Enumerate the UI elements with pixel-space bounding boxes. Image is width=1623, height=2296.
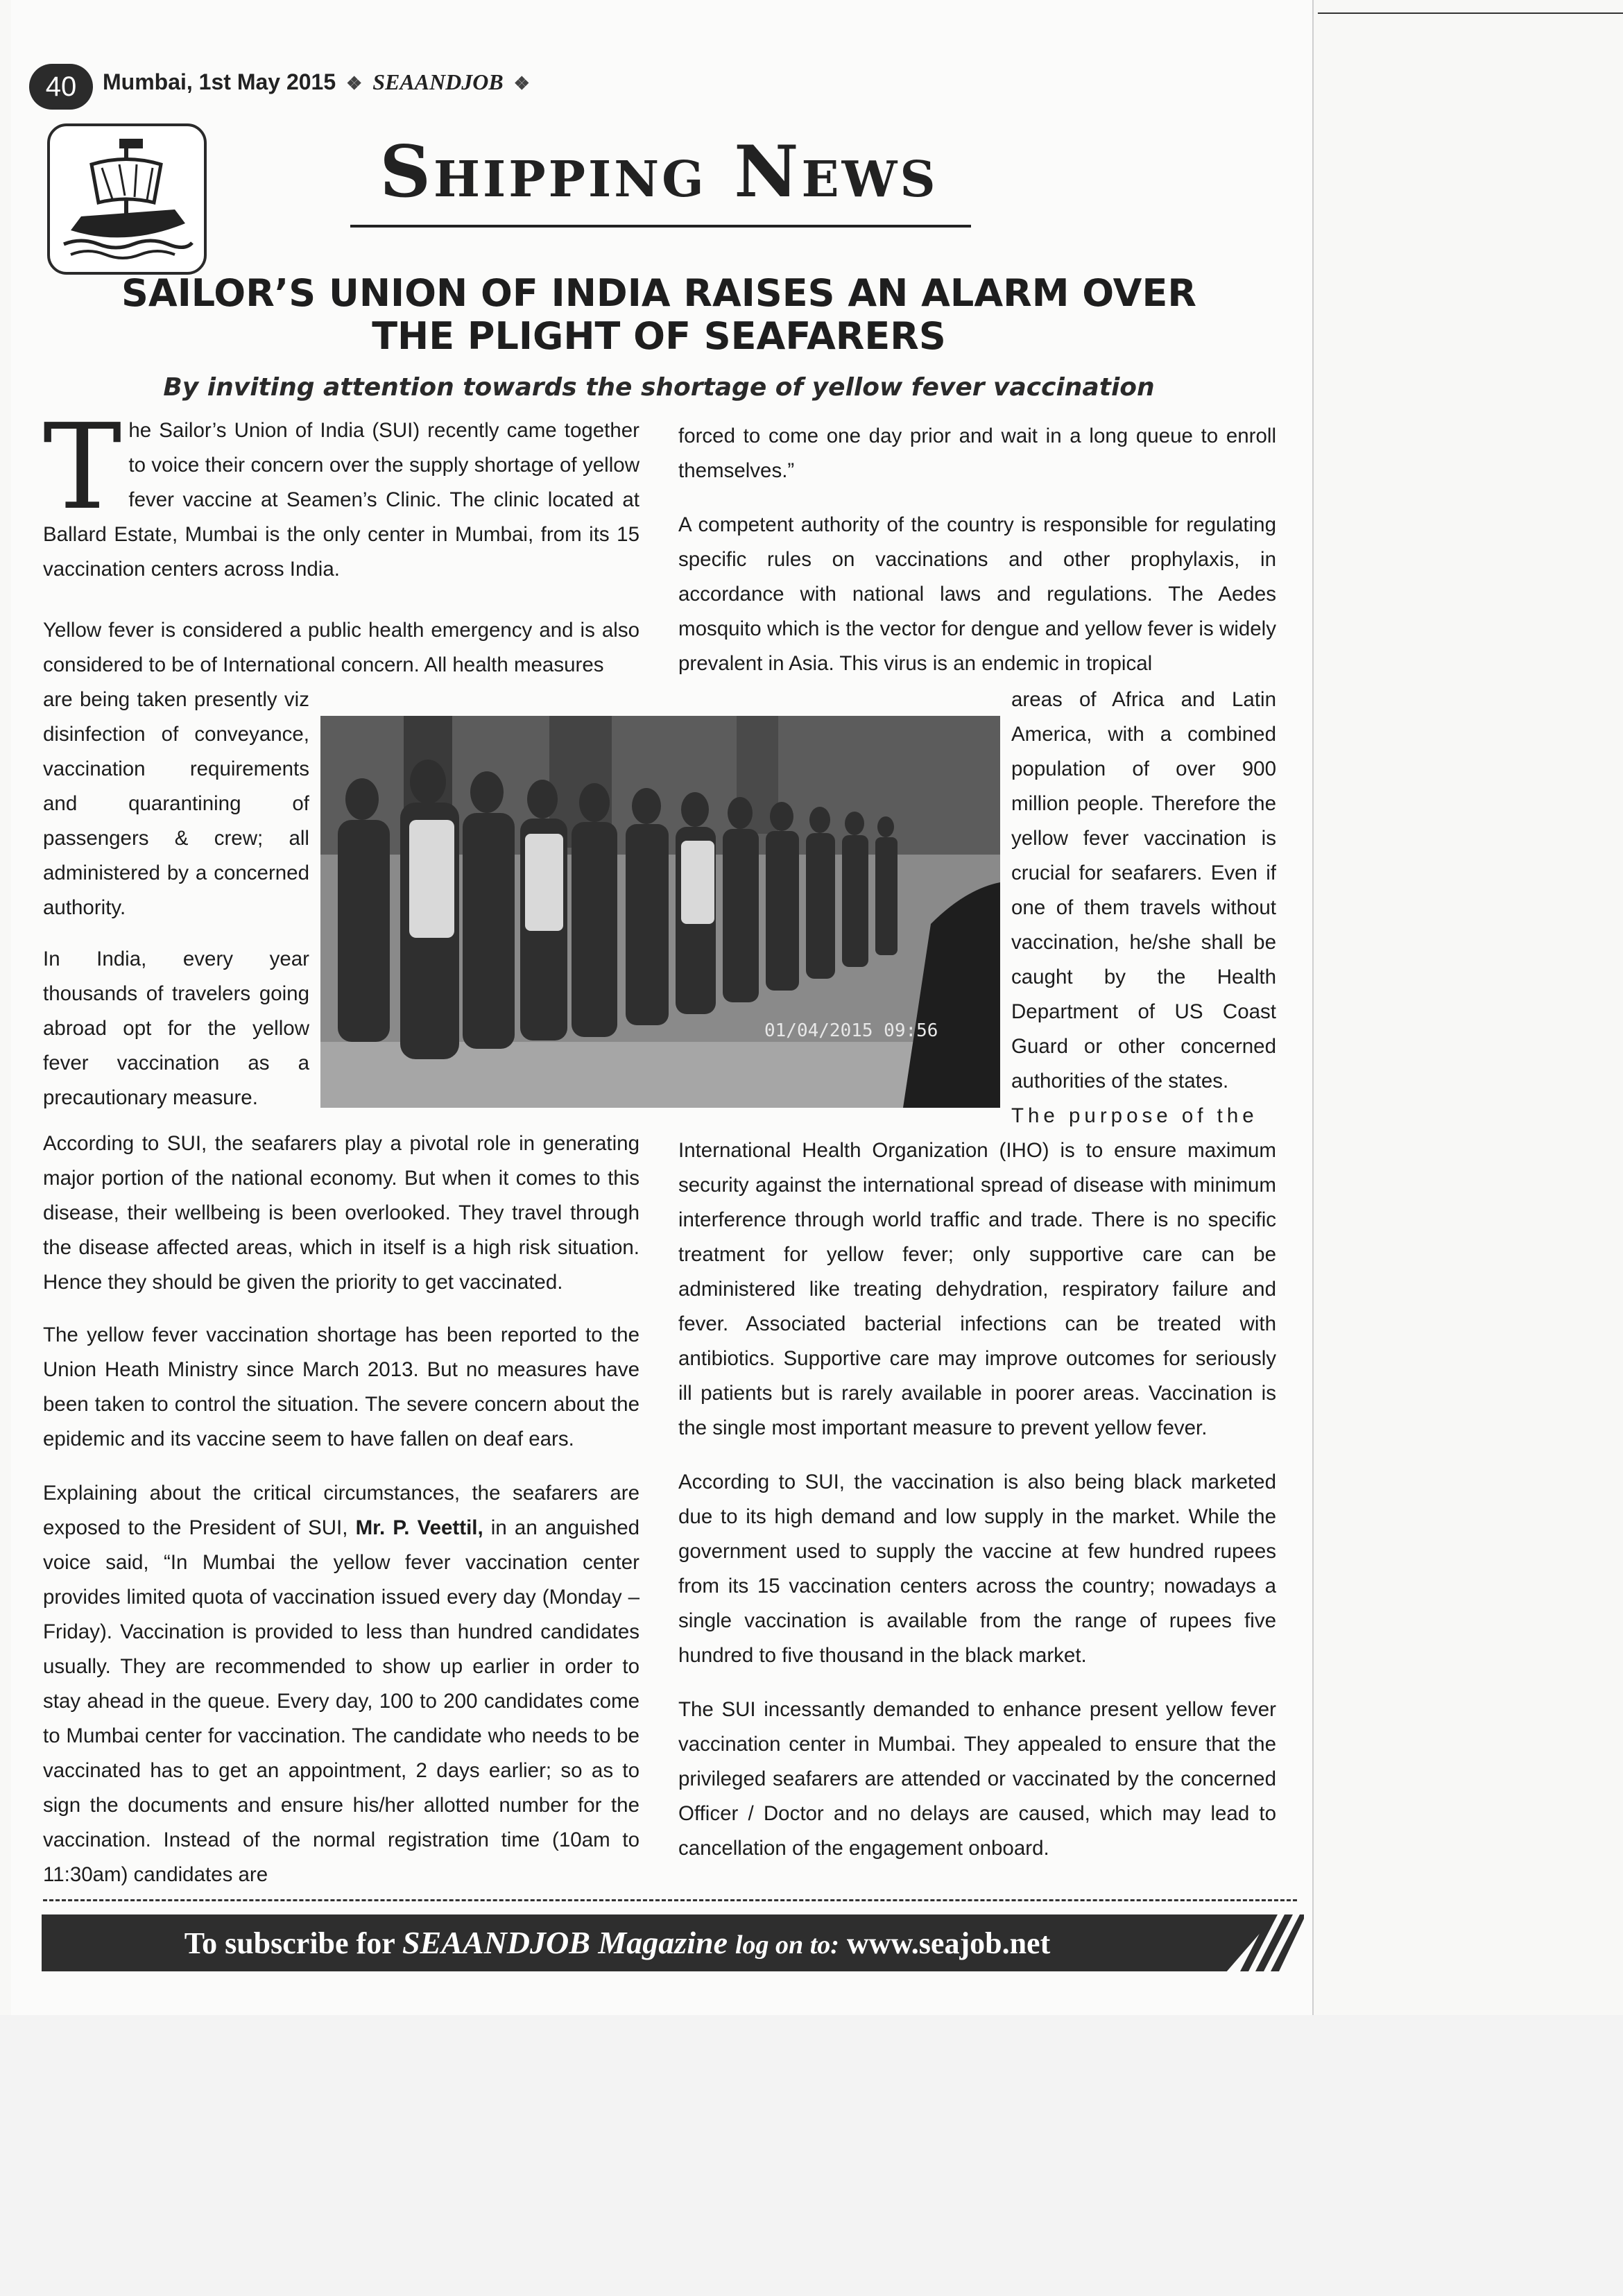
diamond-icon: ❖ — [346, 73, 363, 94]
paragraph-2-top: Yellow fever is considered a public health emergency and is also considered to be of International concern. All health measures — [43, 619, 639, 676]
drop-cap: T — [43, 399, 122, 536]
article-headline: SAILOR’S UNION OF INDIA RAISES AN ALARM OVER THE PLIGHT OF SEAFARERS — [121, 271, 1196, 358]
article-subheadline: By inviting attention towards the shortage of yellow fever vaccination — [163, 373, 1155, 402]
president-name: Mr. P. Veettil, — [355, 1516, 483, 1539]
subscribe-text — [42, 1914, 1193, 1971]
blank-scan-area — [0, 2015, 1623, 2296]
title-underline — [350, 225, 971, 228]
right-paragraph-3-text: International Health Organization (IHO) is to ensure maximum security against the international spread of disease with minimum interference through world traffic and trade. There is no specific treatment for yellow fever; only supportive care can be administered like treating dehydration, respiratory failure and fever. Associated bacterial infections can be treated with antibiotics. Supportive care may improve outcomes for seriously ill patients but is rarely available in poorer areas. Vaccination is the single most important measure to prevent yellow fever. — [678, 1139, 1276, 1439]
right-paragraph-5: The SUI incessantly demanded to enhance present yellow fever vaccination center in Mumbai. They appealed to ensure that the privileged seafarers are attended or vaccinated by the concerned Officer / Doctor and no delays are caused, which may lead to cancellation of the engagement onboard. — [678, 1698, 1276, 1860]
paragraph-1 — [43, 399, 639, 587]
queue-photo — [320, 716, 1000, 1108]
photo-timestamp: 01/04/2015 09:56 — [764, 1020, 938, 1041]
paragraph-6-quote: in an anguished voice said, “In Mumbai the yellow fever vaccination center provides limited quota of vaccination issued every day (Monday – Friday). Vaccination is provided to less than hundred candidates usually. They are recommended to show up earlier in order to stay ahead in the queue. Every day, 100 to 200 candidates come to Mumbai center for vaccination. The candidate who needs to be vaccinated has to get an appointment, 2 days earlier; so as to sign the documents and ensure his/her allotted number for the vaccination. Instead of the normal registration time (10am to 11:30am) candidates are — [43, 1516, 640, 1886]
right-paragraph-2-side: areas of Africa and Latin America, with a combined population of over 900 million people. Therefore the yellow fever vaccination is crucial for seafarers. Even if one of them travels without vaccination, he/she shall be caught by the Health Department of US Coast Guard or other concerned authorities of the states. — [1011, 688, 1276, 1093]
right-paragraph-4: According to SUI, the vaccination is also being black marketed due to its high demand and low supply in the market. While the government used to supply the vaccine at few hundred rupees from its 15 vaccination centers across the country; nowadays a single vaccination is available from the range of rupees five hundred to five thousand in the black market. — [678, 1471, 1276, 1667]
subscribe-url[interactable]: www.seajob.net — [846, 1926, 1051, 1960]
ship-logo-icon — [47, 123, 207, 275]
right-paragraph-3-side: The purpose of the — [1011, 1104, 1258, 1127]
paragraph-1-text: he Sailor’s Union of India (SUI) recently came together to voice their concern over the supply shortage of yellow fever vaccine at Seamen’s Clinic. The clinic located at Ballard Estate, Mumbai is the only center in Mumbai, from its 15 vaccination centers across India. — [43, 419, 639, 581]
right-paragraph-1: forced to come one day prior and wait in a long queue to enroll themselves.” — [678, 425, 1276, 482]
subscribe-magazine: SEAANDJOB Magazine — [402, 1925, 728, 1960]
paragraph-4: According to SUI, the seafarers play a pivotal role in generating major portion of the national economy. But when it comes to this disease, their wellbeing is been overlooked. They travel through the disease affected areas, which in itself is a high risk situation. Hence they should be given the priority to get vaccinated. — [43, 1132, 639, 1294]
subscribe-log-on: log on to: — [735, 1930, 839, 1960]
footer-dashed-rule — [43, 1899, 1297, 1901]
paragraph-2-side: are being taken presently viz disinfection of conveyance, vaccination requirements and quarantining of passengers & crew; all administered by a concerned authority. — [43, 688, 309, 919]
location-date: Mumbai, 1st May 2015 — [103, 69, 336, 94]
diamond-icon: ❖ — [513, 73, 530, 94]
paragraph-3-side: In India, every year thousands of travelers going abroad opt for the yellow fever vaccination as a precautionary measure. — [43, 948, 309, 1109]
page-number: 40 — [29, 64, 93, 110]
right-paragraph-2-top: A competent authority of the country is responsible for regulating specific rules on vaccinations and other prophylaxis, in accordance with national laws and regulations. The Aedes mosquito which is the vector for dengue and yellow fever is widely prevalent in Asia. This virus is an endemic in tropical — [678, 513, 1276, 675]
paragraph-6-lead: Explaining about the critical circumstances, the seafarers are exposed to the President of SUI, — [43, 1482, 639, 1539]
magazine-name: SEAANDJOB — [372, 69, 504, 94]
paragraph-5: The yellow fever vaccination shortage has been reported to the Union Heath Ministry since March 2013. But no measures have been taken to control the situation. The severe concern about the epidemic and its vaccine seem to have fallen on deaf ears. — [43, 1323, 639, 1450]
section-title: Shipping News — [379, 130, 938, 214]
subscribe-prefix: To subscribe for — [184, 1926, 395, 1960]
banner-stripes-icon — [1200, 1914, 1304, 1971]
paragraph-6 — [43, 1476, 639, 1892]
right-paragraph-3 — [678, 1133, 1276, 1446]
scan-edge-line — [1318, 12, 1623, 14]
issue-header — [103, 69, 534, 95]
